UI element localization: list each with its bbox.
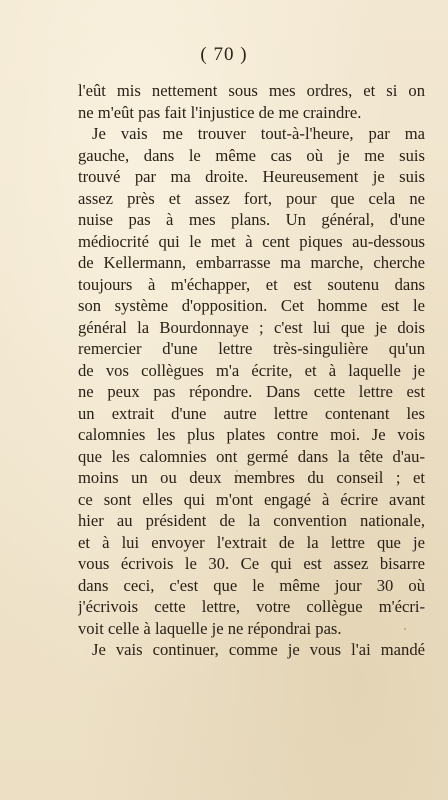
paper-speck [236, 470, 238, 472]
text-line: un extrait d'une autre lettre contenant les [78, 403, 425, 423]
paper-speck [404, 628, 406, 630]
body-text [78, 80, 425, 661]
text-line: vous écrivois le 30. Ce qui est assez bisarre [78, 554, 425, 573]
text-line: ne m'eût pas fait l'injustice de me craindre. [78, 102, 362, 122]
text-line: médiocrité qui le met à cent piques au-dessous [78, 231, 425, 251]
text-line: voit celle à laquelle je ne répondrai pas. [78, 618, 342, 638]
text-line: j'écrivois cette lettre, votre collègue m'écri- [78, 597, 425, 616]
text-line: trouvé par ma droite. Heureusement je suis [78, 167, 425, 186]
text-line: toujours à m'échapper, et est soutenu dans [78, 274, 425, 294]
text-line: dans ceci, c'est que le même jour 30 où [78, 575, 425, 595]
text-line: de vos collègues m'a écrite, et à laquelle je [78, 360, 425, 380]
text-line: gauche, dans le même cas où je me suis [78, 145, 425, 165]
text-line: son système d'opposition. Cet homme est le [78, 296, 425, 315]
text-line: ne peux pas répondre. Dans cette lettre est [78, 382, 425, 401]
text-line: et à lui envoyer l'extrait de la lettre que je [78, 532, 425, 552]
text-line: que les calomnies ont germé dans la tête d'au- [78, 446, 425, 466]
text-line: général la Bourdonnaye ; c'est lui que je dois [78, 317, 425, 337]
text-line: l'eût mis nettement sous mes ordres, et si on [78, 81, 425, 100]
text-line: ce sont elles qui m'ont engagé à écrire avant [78, 489, 425, 509]
text-line: hier au président de la convention nationale, [78, 511, 425, 530]
page-number: ( 70 ) [200, 44, 248, 65]
text-line: moins un ou deux membres du conseil ; et [78, 468, 425, 487]
text-line: nuise pas à mes plans. Un général, d'une [78, 210, 425, 229]
text-line: Je vais continuer, comme je vous l'ai mandé [92, 640, 425, 659]
text-line: assez près et assez fort, pour que cela ne [78, 188, 425, 208]
text-line: remercier d'une lettre très-singulière qu'un [78, 339, 425, 358]
text-line: de Kellermann, embarrasse ma marche, cherche [78, 253, 425, 272]
text-line: calomnies les plus plates contre moi. Je vois [78, 425, 425, 444]
text-line: Je vais me trouver tout-à-l'heure, par ma [92, 124, 425, 143]
